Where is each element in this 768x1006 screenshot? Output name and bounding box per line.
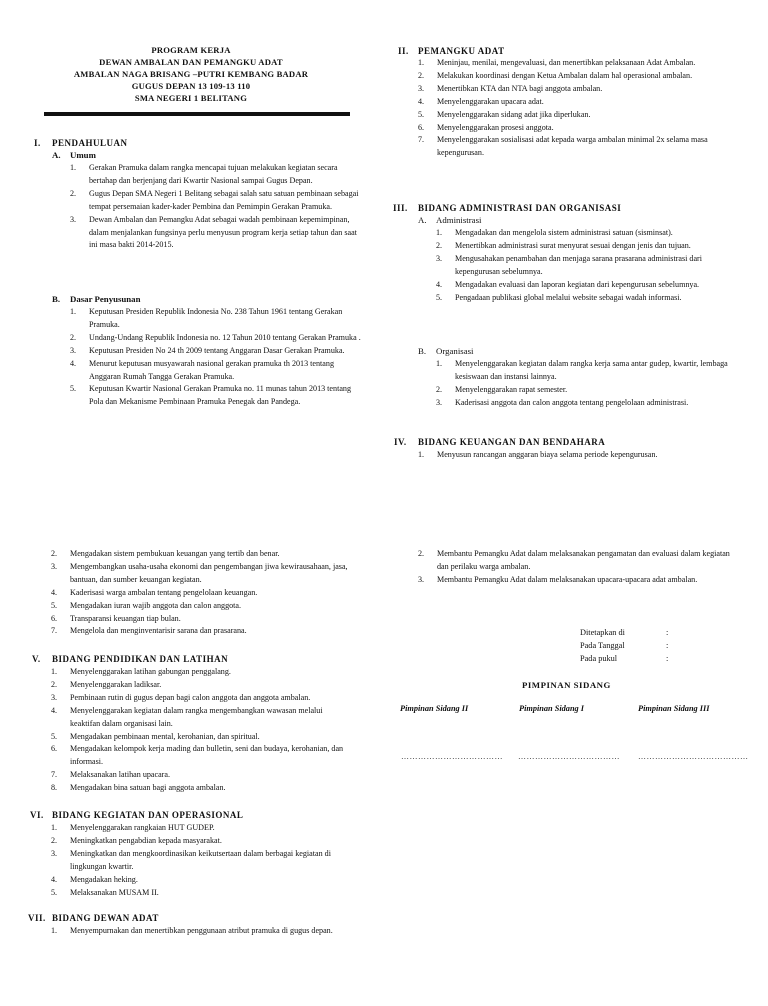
sign-sep: : bbox=[666, 628, 669, 637]
signature-heading: PIMPINAN SIDANG bbox=[522, 680, 611, 690]
list-item: 4. Mengadakan evaluasi dan laporan kegiatan dari kepengurusan sebelumnya. bbox=[436, 279, 700, 289]
section-title: PEMANGKU ADAT bbox=[418, 46, 505, 56]
sign-label-date: Pada Tanggal bbox=[580, 641, 625, 650]
list-s1a bbox=[70, 162, 367, 252]
list-item: 6. Transparansi keuangan tiap bulan. bbox=[51, 613, 181, 623]
section-title: BIDANG PENDIDIKAN DAN LATIHAN bbox=[52, 654, 229, 664]
section-number: III. bbox=[393, 203, 408, 213]
list-item: 1. Meninjau, menilai, mengevaluasi, dan menertibkan pelaksanaan Adat Ambalan. bbox=[418, 58, 696, 67]
list-item: 3. Keputusan Presiden No 24 th 2009 tentang Anggaran Dasar Gerakan Pramuka. bbox=[70, 345, 345, 355]
list-item: 1. Menyusun rancangan anggaran biaya selama periode kepengurusan. bbox=[418, 450, 658, 459]
signature-line-1: ……………………………… bbox=[518, 752, 620, 761]
doc-subtitle-1: DEWAN AMBALAN DAN PEMANGKU ADAT bbox=[99, 57, 283, 67]
sign-sep: : bbox=[666, 654, 669, 663]
list-item: 7. Melaksanakan latihan upacara. bbox=[51, 770, 170, 780]
signer-label-3: Pimpinan Sidang III bbox=[638, 704, 710, 713]
subsection-title: Umum bbox=[70, 150, 96, 160]
list-item: 1. Mengadakan dan mengelola sistem administrasi satuan (sisminsat). bbox=[436, 228, 673, 237]
list-item: 1. Gerakan Pramuka dalam rangka mencapai tujuan melakukan kegiatan secara bertahap dan berjenjang dari Kwartir Nasional sampai Gugus Depan. bbox=[70, 163, 338, 185]
list-s6 bbox=[51, 822, 351, 899]
sign-sep: : bbox=[666, 641, 669, 650]
subsection-letter: B. bbox=[418, 346, 427, 356]
list-item: 2. Undang-Undang Republik Indonesia no. 12 Tahun 2010 tentang Gerakan Pramuka . bbox=[70, 332, 361, 342]
list-item: 2. Menyelenggarakan rapat semester. bbox=[436, 384, 568, 394]
list-item: 3. Dewan Ambalan dan Pemangku Adat sebagai wadah pembinaan kepemimpinan, dalam menjalankan fungsinya perlu menyusun program kerja setiap tahun dan saat ini masa bakti 2014-2015. bbox=[70, 214, 357, 250]
signer-label-2: Pimpinan Sidang II bbox=[400, 704, 469, 713]
list-item: 4. Kaderisasi warga ambalan tentang pengelolaan keuangan. bbox=[51, 587, 258, 597]
list-s3b bbox=[436, 358, 736, 410]
section-number: I. bbox=[34, 138, 41, 148]
section-number: II. bbox=[398, 46, 409, 56]
list-s4-top bbox=[418, 449, 738, 462]
list-item: 5. Mengadakan iuran wajib anggota dan calon anggota. bbox=[51, 600, 242, 610]
section-number: V. bbox=[32, 654, 41, 664]
list-item: 2. Membantu Pemangku Adat dalam melaksanakan pengamatan dan evaluasi dalam kegiatan dan perilaku warga ambalan. bbox=[418, 549, 730, 571]
list-item: 4. Menyelenggarakan kegiatan dalam rangka mengembangkan wawasan melalui keaktifan dalam organisasi lain. bbox=[51, 705, 323, 728]
list-item: 5. Keputusan Kwartir Nasional Gerakan Pramuka no. 11 munas tahun 2013 tentang Pola dan Mekanisme Pembinaan Pramuka Penegak dan Pandega. bbox=[70, 384, 352, 407]
list-item: 3. Mengusahakan penambahan dan menjaga sarana prasarana administrasi dari kepengurusan sebelumnya. bbox=[436, 253, 702, 276]
list-item: 4. Menyelenggarakan upacara adat. bbox=[418, 96, 544, 106]
section-title: BIDANG KEGIATAN DAN OPERASIONAL bbox=[52, 810, 244, 820]
list-item: 5. Menyelenggarakan sidang adat jika diperlukan. bbox=[418, 109, 591, 119]
subsection-heading bbox=[418, 345, 473, 357]
list-item: 2. Mengadakan sistem pembukuan keuangan yang tertib dan benar. bbox=[51, 549, 280, 558]
list-item: 1. Menyelenggarakan rangkaian HUT GUDEP. bbox=[51, 823, 215, 832]
signature-line-3: ………………………………… bbox=[638, 752, 749, 761]
list-item: 2. Melakukan koordinasi dengan Ketua Ambalan dalam hal operasional ambalan. bbox=[418, 70, 693, 80]
list-item: 3. Mengembangkan usaha-usaha ekonomi dan pengembangan jiwa kewirausahaan, jasa, bantuan, dan sumber keuangan kegiatan. bbox=[51, 561, 348, 584]
section-6-heading bbox=[30, 809, 243, 821]
header-divider bbox=[44, 112, 350, 116]
list-item: 3. Membantu Pemangku Adat dalam melaksanakan upacara-upacara adat ambalan. bbox=[418, 574, 698, 584]
list-item: 5. Melaksanakan MUSAM II. bbox=[51, 887, 159, 897]
list-item: 4. Menurut keputusan musyawarah nasional gerakan pramuka th 2013 tentang Anggaran Rumah Tangga Gerakan Pramuka. bbox=[70, 358, 334, 381]
list-item: 4. Mengadakan heking. bbox=[51, 874, 138, 884]
section-title: BIDANG ADMINISTRASI DAN ORGANISASI bbox=[418, 203, 622, 213]
subsection-letter: A. bbox=[418, 215, 427, 225]
list-item: 3. Pembinaan rutin di gugus depan bagi calon anggota dan anggota ambalan. bbox=[51, 692, 311, 702]
section-4-heading bbox=[394, 436, 605, 448]
doc-subtitle-4: SMA NEGERI 1 BELITANG bbox=[134, 93, 248, 103]
list-item: 2. Menertibkan administrasi surat menyurat sesuai dengan jenis dan tujuan. bbox=[436, 240, 691, 250]
list-item: 5. Mengadakan pembinaan mental, kerohanian, dan spiritual. bbox=[51, 731, 260, 741]
sign-label-time: Pada pukul bbox=[580, 654, 618, 663]
subsection-heading bbox=[52, 293, 140, 305]
list-item: 1. Menyelenggarakan latihan gabungan penggalang. bbox=[51, 667, 231, 676]
section-1-heading bbox=[34, 137, 128, 149]
subsection-title: Dasar Penyusunan bbox=[70, 294, 141, 304]
list-item: 8. Mengadakan bina satuan bagi anggota ambalan. bbox=[51, 783, 226, 793]
section-3-heading bbox=[393, 202, 621, 214]
list-item: 6. Menyelenggarakan prosesi anggota. bbox=[418, 122, 554, 132]
list-item: 1. Menyelenggarakan kegiatan dalam rangka kerja sama antar gudep, kwartir, lembaga kesiswaan dan instansi lainnya. bbox=[436, 359, 728, 381]
section-number: VI. bbox=[30, 810, 44, 820]
section-title: PENDAHULUAN bbox=[52, 138, 128, 148]
doc-subtitle-2: AMBALAN NAGA BRISANG –PUTRI KEMBANG BADAR bbox=[73, 69, 309, 79]
list-item: 2. Meningkatkan pengabdian kepada masyarakat. bbox=[51, 835, 222, 845]
list-item: 2. Gugus Depan SMA Negeri 1 Belitang sebagai salah satu satuan pembinaan sebagai tempat persemaian kader-kader Pembina dan Pemimpin Gerakan Pramuka. bbox=[70, 188, 359, 211]
section-title: BIDANG DEWAN ADAT bbox=[52, 913, 159, 923]
section-2-heading bbox=[398, 45, 505, 57]
list-s7-cont bbox=[418, 548, 738, 587]
subsection-letter: A. bbox=[52, 150, 61, 160]
list-item: 3. Menertibkan KTA dan NTA bagi anggota ambalan. bbox=[418, 83, 603, 93]
section-number: VII. bbox=[28, 913, 46, 923]
list-item: 1. Menyempurnakan dan menertibkan penggunaan atribut pramuka di gugus depan. bbox=[51, 926, 333, 935]
section-title: BIDANG KEUANGAN DAN BENDAHARA bbox=[418, 437, 606, 447]
doc-subtitle-3: GUGUS DEPAN 13 109-13 110 bbox=[131, 81, 251, 91]
subsection-title: Organisasi bbox=[436, 346, 474, 356]
doc-title: PROGRAM KERJA bbox=[151, 45, 231, 55]
list-s3a bbox=[436, 227, 736, 304]
list-s1b bbox=[70, 306, 367, 409]
list-s5 bbox=[51, 666, 351, 795]
list-s7 bbox=[51, 925, 361, 938]
list-s4-cont bbox=[51, 548, 351, 638]
list-s2 bbox=[418, 57, 718, 160]
list-item: 6. Mengadakan kelompok kerja mading dan bulletin, seni dan budaya, kerohanian, dan informasi. bbox=[51, 744, 344, 767]
subsection-heading bbox=[418, 214, 481, 226]
signature-line-2: ……………………………… bbox=[401, 752, 503, 761]
sign-label-place: Ditetapkan di bbox=[580, 628, 625, 637]
section-5-heading bbox=[32, 653, 228, 665]
subsection-letter: B. bbox=[52, 294, 61, 304]
list-item: 5. Pengadaan publikasi global melalui website sebagai wadah informasi. bbox=[436, 292, 682, 302]
list-item: 7. Menyelenggarakan sosialisasi adat kepada warga ambalan minimal 2x selama masa kepengurusan. bbox=[418, 135, 708, 158]
section-number: IV. bbox=[394, 437, 407, 447]
list-item: 7. Mengelola dan menginventarisir sarana dan prasarana. bbox=[51, 626, 247, 636]
subsection-title: Administrasi bbox=[436, 215, 482, 225]
list-item: 1. Keputusan Presiden Republik Indonesia No. 238 Tahun 1961 tentang Gerakan Pramuka. bbox=[70, 307, 343, 329]
list-item: 3. Kaderisasi anggota dan calon anggota tentang pengelolaan administrasi. bbox=[436, 397, 689, 407]
section-7-heading bbox=[28, 912, 159, 924]
signer-label-1: Pimpinan Sidang I bbox=[519, 704, 585, 713]
list-item: 2. Menyelenggarakan ladiksar. bbox=[51, 679, 162, 689]
subsection-heading bbox=[52, 149, 96, 161]
list-item: 3. Meningkatkan dan mengkoordinasikan keikutsertaan dalam berbagai kegiatan di lingkungan kwartir. bbox=[51, 848, 331, 871]
